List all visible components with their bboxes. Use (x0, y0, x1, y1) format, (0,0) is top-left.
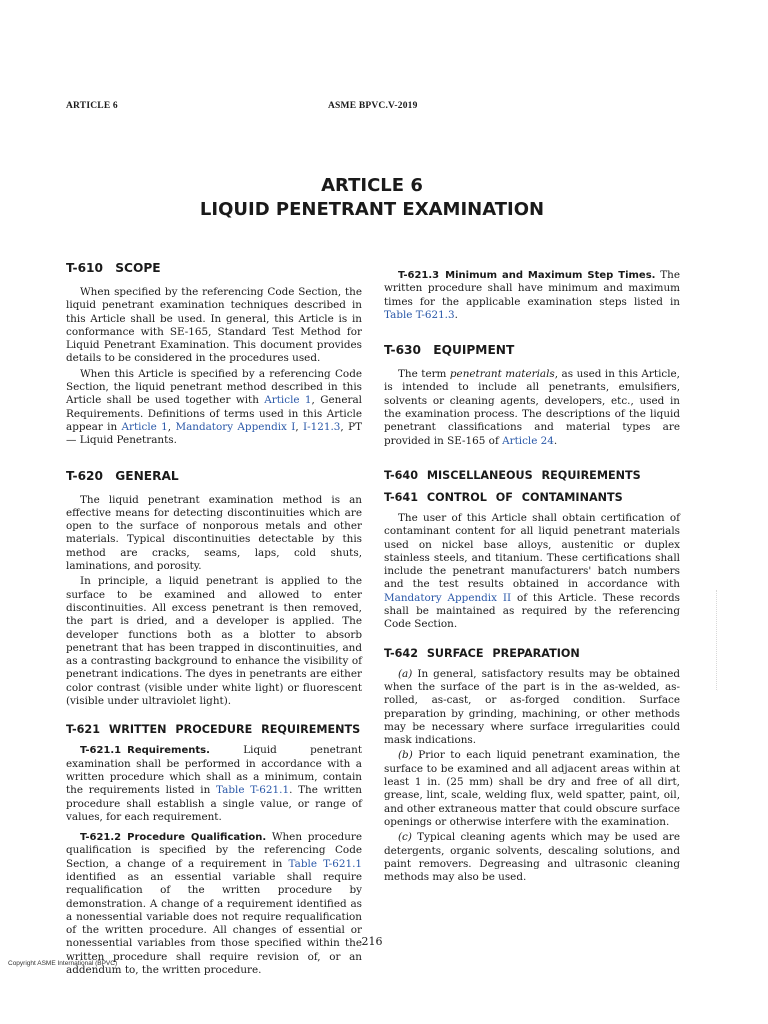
text: When this Article is specified by a referencing Code Section, the liquid penetrant method described in this Article shall be used together with (66, 367, 362, 407)
text: . The written procedure shall establish a single value, or range of values, for each requirement. (66, 784, 362, 823)
text: In general, satisfactory results may be obtained when the surface of the part is in the as-welded, as-rolled, as-cast, or as-forged condition. Surface preparation by grinding, machining, or other methods may be necessary where surface irregularities could mask indications. (384, 667, 680, 747)
text: When procedure qualification is specified by the referencing Code Section, a change of a requirement in (66, 831, 363, 870)
link-table-t621-3[interactable]: Table T-621.3 (384, 308, 455, 321)
text: , (295, 420, 304, 433)
text: The term (398, 368, 450, 381)
t610-paragraph-1: When specified by the referencing Code Section, the liquid penetrant examination techniques described in this Article shall be used. In general, this Article is in conformance with SE-165, Standard Test Method for Liquid Penetrant Examination. This document provides details to be considered in the procedures used. (66, 286, 362, 365)
link-i-121-3[interactable]: I-121.3 (303, 420, 341, 433)
link-table-t621-1[interactable]: Table T-621.1 (216, 784, 290, 797)
heading-t641: T-641 CONTROL OF CONTAMINANTS (384, 490, 623, 504)
t642-item-a (384, 668, 680, 748)
t620-paragraph-2: In principle, a liquid penetrant is applied to the surface to be examined and allowed to enter discontinuities. All excess penetrant is then removed, the part is dried, and a developer is applied. The developer functions both as a blotter to absorb penetrant that has been trapped in discontinuities, and as a contrasting background to enhance the visibility of penetrant indications. The dyes in penetrants are either color contrast (visible under white light) or fluorescent (visible under ultraviolet light). (66, 575, 362, 708)
t621-3-paragraph (384, 269, 680, 322)
running-head-article: ARTICLE 6 (66, 101, 118, 111)
heading-t642: T-642 SURFACE PREPARATION (384, 646, 580, 660)
t621-2-paragraph (66, 831, 362, 977)
heading-t640: T-640 MISCELLANEOUS REQUIREMENTS (384, 468, 641, 482)
t642-item-b (384, 749, 680, 829)
t621-3-title: Minimum and Maximum Step Times. (445, 270, 656, 281)
copyright-footer: Copyright ASME International (BPVC) (8, 960, 118, 967)
page-title (0, 174, 744, 222)
link-mandatory-appendix-ii[interactable]: Mandatory Appendix II (384, 591, 512, 604)
t621-2-title: Procedure Qualification. (127, 832, 267, 844)
link-article-24[interactable]: Article 24 (502, 434, 554, 447)
heading-t610: T-610 SCOPE (66, 261, 161, 275)
text: identified as an essential variable shall require requalification of the written procedure by demonstration. A change of a requirement identified as a nonessential variable does not require requalification of the written procedure. All changes of essential or nonessential variables from those specified within the written procedure shall require revision of, or an addendum to, the written procedure. (66, 870, 362, 977)
heading-t620: T-620 GENERAL (66, 468, 179, 483)
text: The user of this Article shall obtain certification of contaminant content for all liquid penetrant materials used on nickel base alloys, austenitic or duplex stainless steels, and titanium. These certifications shall include the penetrant manufacturers' batch numbers and the test results obtained in accordance with (384, 511, 680, 591)
text: , General Requirements. Definitions of terms used in this Article appear in (66, 394, 362, 433)
item-a-label: (a) (398, 667, 413, 680)
item-b-label: (b) (398, 749, 413, 762)
t621-1-number: T-621.1 (80, 745, 122, 757)
t621-1-paragraph (66, 744, 362, 824)
text: , as used in this Article, is intended to include all penetrants, emulsifiers, solvents or cleaning agents, developers, etc., used in the examination process. The descriptions of the liquid penetrant classifications and material types are provided in SE-165 of (384, 368, 680, 447)
text: of this Article. These records shall be maintained as required by the referencing Code Section. (384, 591, 680, 631)
t621-2-number: T-621.2 (80, 832, 122, 844)
text: . (553, 434, 558, 447)
t642-item-c (384, 831, 680, 884)
t621-1-label (80, 745, 210, 756)
link-article-1[interactable]: Article 1 (264, 394, 312, 407)
t610-paragraph-2 (66, 368, 362, 448)
text: . (454, 308, 458, 321)
link-table-t621-1b[interactable]: Table T-621.1 (288, 857, 362, 870)
article-title: LIQUID PENETRANT EXAMINATION (199, 199, 545, 220)
t630-paragraph (384, 368, 680, 448)
t641-paragraph (384, 512, 680, 632)
t621-1-title: Requirements. (127, 745, 210, 757)
text: The written procedure shall have minimum and maximum times for the applicable examination steps listed in (384, 269, 680, 308)
t620-paragraph-1: The liquid penetrant examination method is an effective means for detecting discontinuities which are open to the surface of nonporous metals and other materials. Typical discontinuities detectable by this method are cracks, seams, laps, cold shuts, laminations, and porosity. (66, 493, 362, 573)
left-column (66, 260, 362, 979)
article-number: ARTICLE 6 (321, 175, 423, 196)
text: Typical cleaning agents which may be used are detergents, organic solvents, descaling solutions, and paint removers. Degreasing and ultrasonic cleaning methods may also be used. (384, 831, 680, 884)
right-column (384, 260, 680, 886)
page-number: 216 (361, 935, 383, 948)
heading-t621: T-621 WRITTEN PROCEDURE REQUIREMENTS (66, 723, 361, 737)
item-c-label: (c) (398, 831, 412, 844)
t621-3-label (398, 270, 655, 281)
link-mandatory-appendix-i[interactable]: Mandatory Appendix I (175, 420, 296, 433)
term-penetrant-materials: penetrant materials (449, 368, 555, 381)
link-article-1b[interactable]: Article 1 (121, 420, 168, 433)
margin-scan-artifact (716, 590, 725, 690)
text: Prior to each liquid penetrant examination, the surface to be examined and all adjacent areas within at least 1 in. (25 mm) shall be dry and free of all dirt, grease, lint, scale, welding flux, weld spatter, paint, oil, and other extraneous matter that could obscure surface openings or otherwise interfere with the examination. (384, 749, 680, 828)
text: Liquid penetrant examination shall be performed in accordance with a written procedure which shall as a minimum, contain the requirements listed in (66, 744, 362, 797)
t621-2-label (80, 832, 266, 843)
running-head-code: ASME BPVC.V-2019 (328, 101, 418, 111)
text: , (167, 420, 176, 433)
t621-3-number: T-621.3 (398, 270, 440, 281)
heading-t630: T-630 EQUIPMENT (384, 343, 515, 358)
text: , PT — Liquid Penetrants. (66, 420, 363, 447)
